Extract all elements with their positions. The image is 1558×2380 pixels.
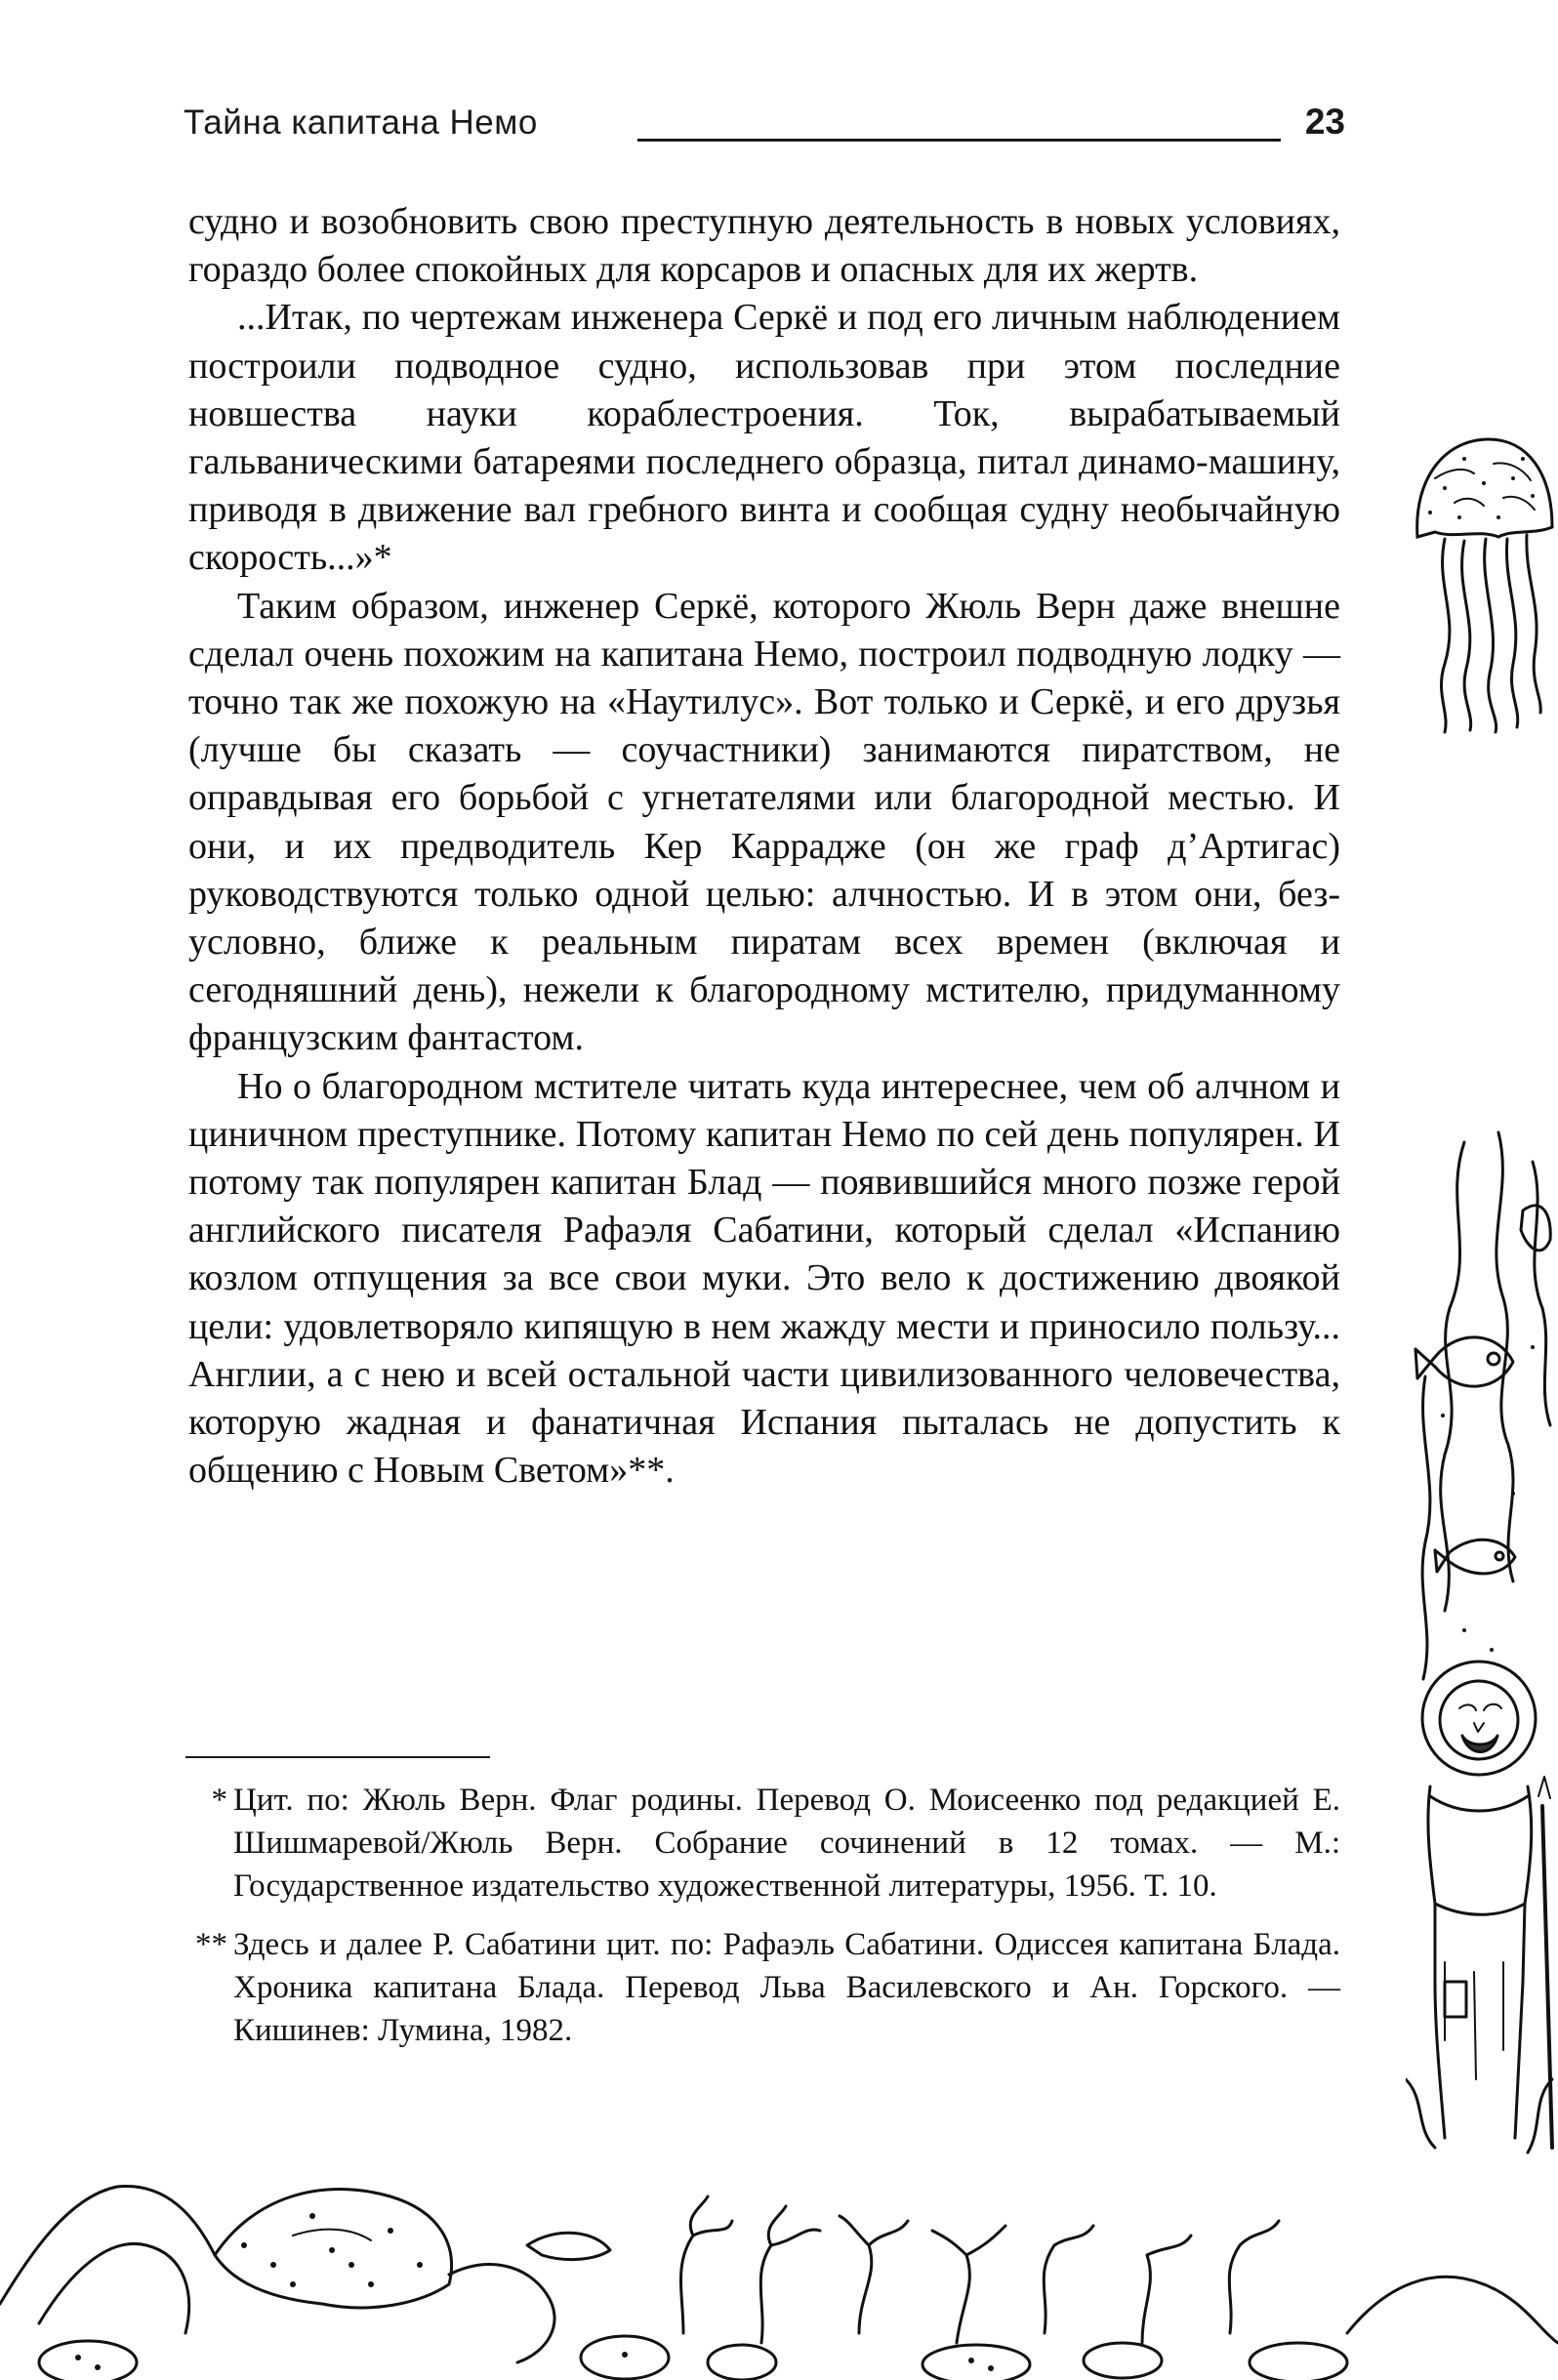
footnote-text: Цит. по: Жюль Верн. Флаг родины. Перевод О. Моисеенко под редакцией Е. Шишмаревой/Жюль Верн. Собрание сочинений в 12 томах. — М.: Государственное издательство художественной литературы, 1956. Т. 10. bbox=[233, 1783, 1340, 1904]
running-header-title: Тайна капитана Немо bbox=[184, 103, 538, 142]
footnotes bbox=[188, 1779, 1340, 2068]
footnote bbox=[188, 1779, 1340, 1908]
footnote-separator bbox=[185, 1756, 490, 1758]
diver-seaweed-illustration bbox=[1406, 1123, 1558, 2157]
running-header bbox=[184, 98, 1345, 156]
seafloor-illustration bbox=[0, 2138, 1558, 2380]
main-text bbox=[188, 198, 1340, 1495]
paragraph: судно и возобновить свою преступную деятельность в новых условиях, гораздо более спокойных для корсаров и опасных для их жертв. bbox=[188, 201, 1340, 291]
footnote bbox=[188, 1923, 1340, 2052]
paragraph: Но о благородном мстителе читать куда интереснее, чем об алчном и циничном преступнике. Потому капитан Немо по сей день популярен. И потому так популярен капитан Блад — появившийся много позже герой английского писателя Рафаэля Сабатини, который сделал «Испанию козлом отпущения за все свои муки. Это вело к достижению двоякой цели: удовлетворяло кипящую в нем жажду мести и приносило пользу... Англии, а с нею и всей остальной части цивилизованного человечества, которую жадная и фанатичная Испания пыталась не допустить к общению с Новым Светом»**. bbox=[188, 1065, 1340, 1492]
footnote-mark: ** bbox=[195, 1927, 227, 1962]
page-number: 23 bbox=[1304, 102, 1345, 142]
footnote-mark: * bbox=[211, 1783, 227, 1818]
paragraph: ...Итак, по чертежам инженера Серкё и под его личным наблюдением построили подводное судно, использовав при этом последние новшества науки кораблестроения. Ток, вырабатываемый гальваническими батареями последнего образца, питал динамо-машину, приводя в движение вал гребного винта и сообщая судну необычайную скорость...»* bbox=[188, 297, 1340, 579]
jellyfish-illustration bbox=[1406, 420, 1558, 742]
paragraph: Таким образом, инженер Серкё, которого Жюль Верн даже внешне сделал очень похожим на капитана Немо, построил подводную лодку — точно так же похожую на «Наутилус». Вот только и Серкё, и его друзья (лучше бы сказать — соучастники) занимаются пиратством, не оправдывая его борьбой с угнетателями или благородной местью. И они, и их предводитель Кер Карраджe (он же граф д’Артигас) руководствуются только одной целью: алчностью. И в этом они, безусловно, ближе к реальным пиратам всех времен (включая и сегодняшний день), нежели к благородному мстителю, придуманному французским фантастом. bbox=[188, 585, 1340, 1059]
header-rule bbox=[637, 139, 1281, 142]
footnote-text: Здесь и далее Р. Сабатини цит. по: Рафаэль Сабатини. Одиссея капитана Блада. Хроника капитана Блада. Перевод Льва Василевского и Ан. Горского. — Кишинев: Лумина, 1982. bbox=[233, 1927, 1340, 2048]
